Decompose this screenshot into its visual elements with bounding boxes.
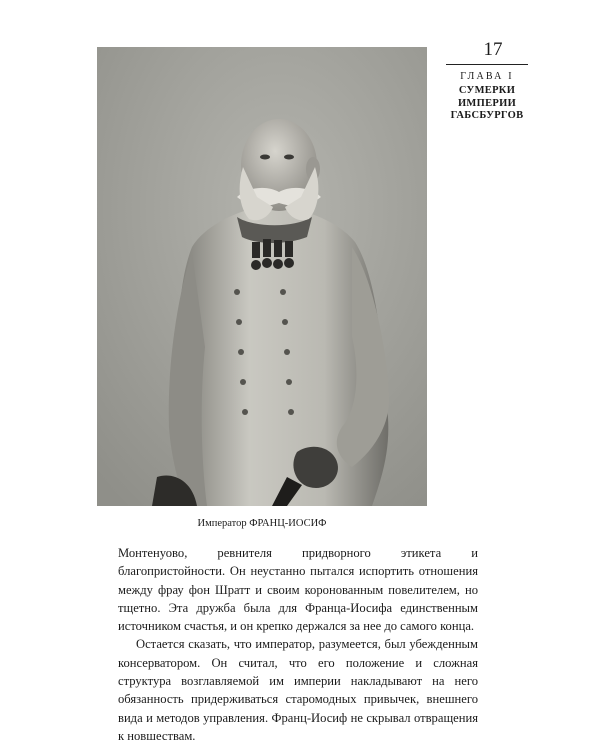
chapter-label: ГЛАВА I (460, 71, 514, 82)
chapter-title-line: СУМЕРКИ (458, 85, 516, 96)
chapter-rule (446, 64, 528, 65)
chapter-title-line: ИМПЕРИИ (457, 97, 517, 109)
portrait-photo-illustration (97, 47, 427, 506)
body-text (118, 544, 478, 745)
page-number: 17 (483, 39, 503, 60)
chapter-title (446, 85, 528, 123)
portrait-photo (97, 47, 427, 506)
figure-caption: Император ФРАНЦ-ИОСИФ (197, 518, 327, 529)
paragraph: Монтенуово, ревнителя придворного этикета и благопристойности. Он неустанно пытался испортить отношения между фрау фон Шратт и своим коронованным повелителем, но тщетно. Эта дружба была для Франца-Иосифа единственным источником счастья, и он крепко держался за нее до самого конца. (118, 546, 478, 634)
paragraph: Остается сказать, что император, разумеется, был убежденным консерватором. Он считал, что его положение и сложная структура возглавляемой им империи накладывают на него обязанность придерживаться старомодных привычек, внешнего вида и методов управления. Франц-Иосиф не скрывал отвращения к новшествам. (118, 637, 478, 743)
chapter-title-line: ГАБСБУРГОВ (450, 110, 524, 121)
